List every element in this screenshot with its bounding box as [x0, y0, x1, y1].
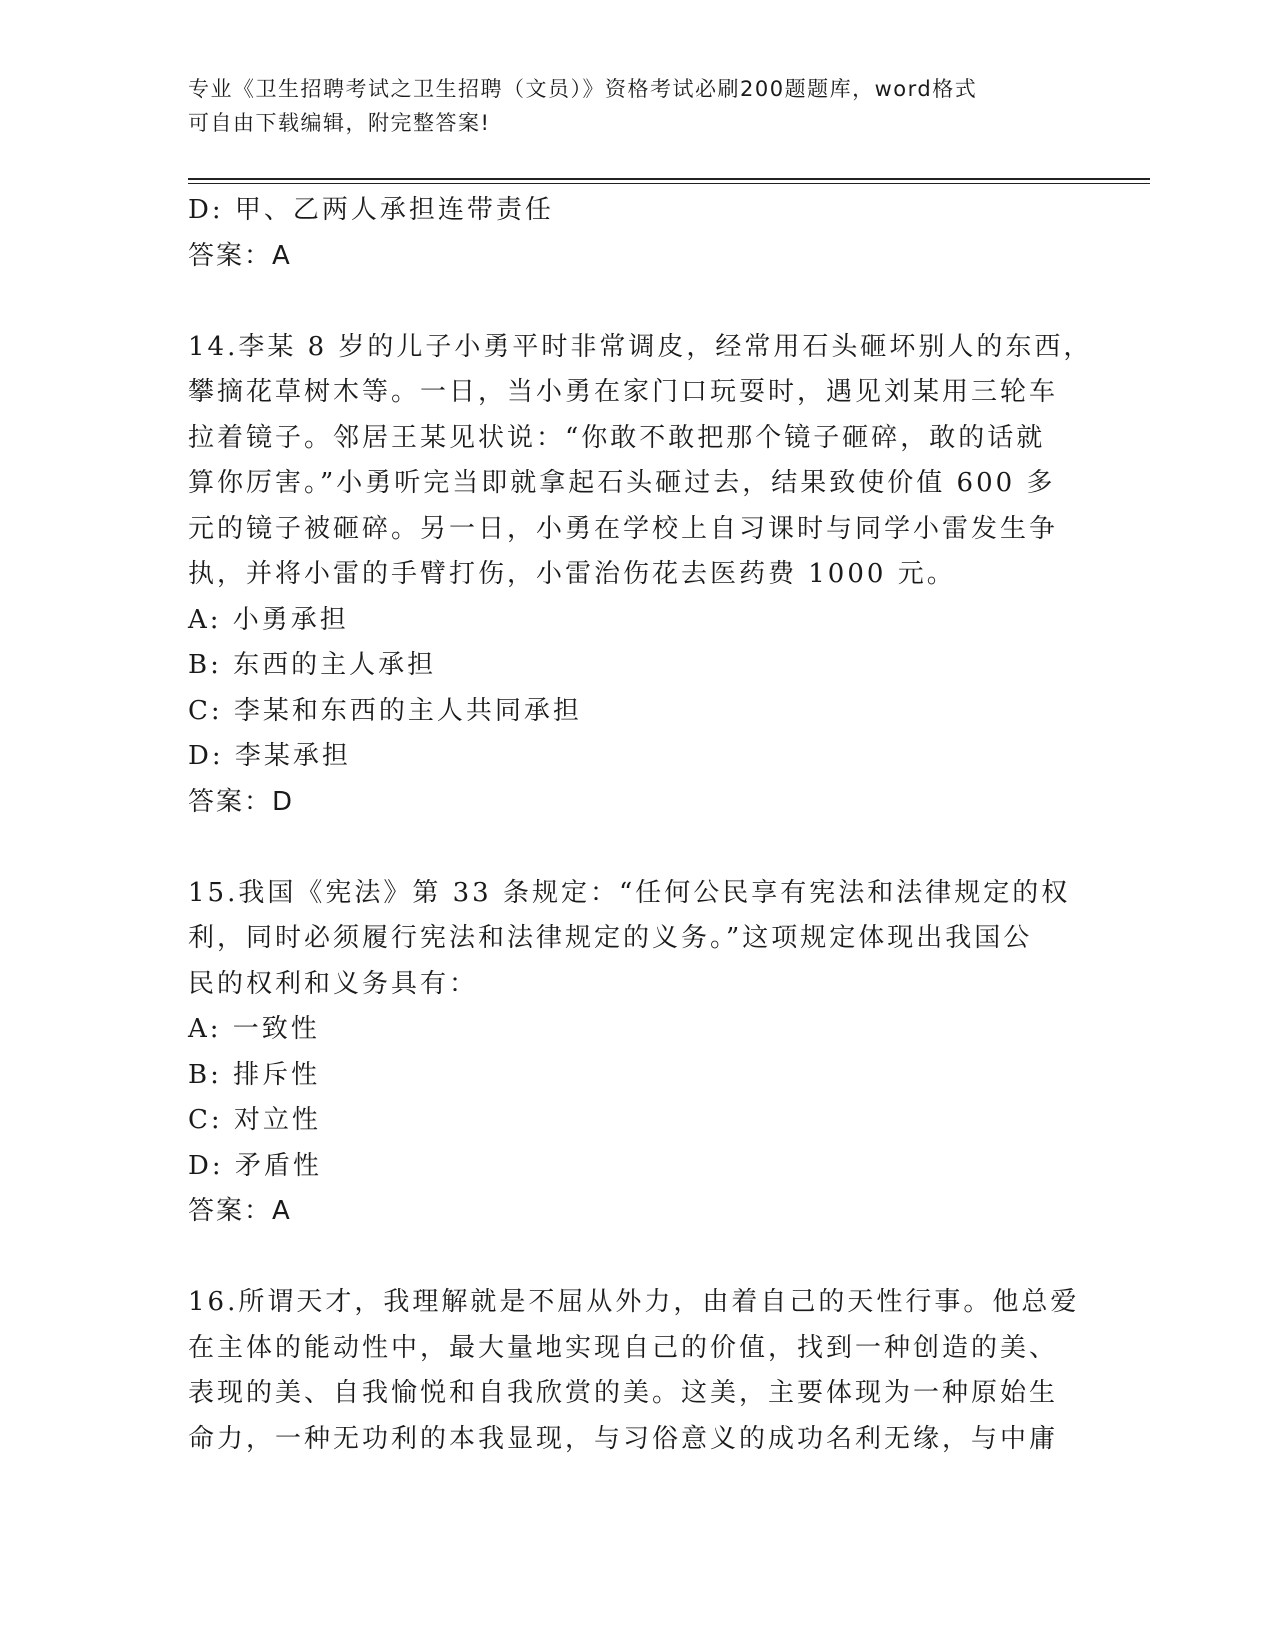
question-16-stem-line: 表现的美、自我愉悦和自我欣赏的美。这美，主要体现为一种原始生 [188, 1378, 1059, 1408]
question-16-stem-line: 在主体的能动性中，最大量地实现自己的价值，找到一种创造的美、 [188, 1332, 1059, 1363]
question-14-stem-line: 元的镜子被砸碎。另一日，小勇在学校上自习课时与同学小雷发生争 [188, 513, 1059, 544]
question-14-stem-line: 14.李某 8 岁的儿子小勇平时非常调皮，经常用石头砸坏别人的东西， [188, 331, 1093, 362]
question-16-stem-line: 16.所谓天才，我理解就是不屈从外力，由着自己的天性行事。他总爱 [188, 1287, 1080, 1317]
question-14-option-d: D: 李某承担 [188, 741, 351, 771]
question-15-answer: 答案：A [188, 1196, 292, 1226]
question-15 [188, 871, 1071, 1235]
header-line-1: 专业《卫生招聘考试之卫生招聘（文员）》资格考试必刷200题题库，word格式 [188, 77, 978, 101]
header-rule-thick [188, 178, 1150, 180]
question-16 [188, 1280, 1080, 1462]
header-rule-thin [188, 183, 1150, 184]
prev-answer: 答案：A [188, 240, 292, 271]
spacer [188, 1235, 1068, 1281]
spacer [188, 279, 1068, 325]
question-15-stem-line: 利，同时必须履行宪法和法律规定的义务。”这项规定体现出我国公 [188, 923, 1033, 953]
question-15-option-c: C: 对立性 [188, 1105, 321, 1135]
question-14-option-a: A: 小勇承担 [188, 604, 349, 635]
question-15-stem-line: 民的权利和义务具有： [188, 968, 479, 999]
question-14-answer: 答案：D [188, 786, 295, 817]
prev-option-d: D: 甲、乙两人承担连带责任 [188, 195, 554, 225]
question-15-option-b: B: 排斥性 [188, 1059, 321, 1090]
document-body [188, 188, 1093, 1462]
question-14-stem-line: 执，并将小雷的手臂打伤，小雷治伤花去医药费 1000 元。 [188, 559, 956, 589]
document-header [188, 72, 1088, 140]
question-14-stem-line: 攀摘花草树木等。一日，当小勇在家门口玩耍时，遇见刘某用三轮车 [188, 377, 1059, 407]
question-15-option-a: A: 一致性 [188, 1014, 320, 1044]
question-14 [188, 325, 1093, 826]
header-line-2: 可自由下载编辑，附完整答案! [188, 111, 491, 135]
question-14-stem-line: 算你厉害。”小勇听完当即就拿起石头砸过去，结果致使价值 600 多 [188, 468, 1056, 498]
spacer [188, 825, 1068, 871]
question-16-stem-line: 命力，一种无功利的本我显现，与习俗意义的成功名利无缘，与中庸 [188, 1423, 1059, 1454]
question-14-stem-line: 拉着镜子。邻居王某见状说：“你敢不敢把那个镜子砸碎，敢的话就 [188, 422, 1046, 453]
question-15-stem-line: 15.我国《宪法》第 33 条规定：“任何公民享有宪法和法律规定的权 [188, 877, 1071, 908]
question-14-option-b: B: 东西的主人承担 [188, 650, 437, 680]
question-14-option-c: C: 李某和东西的主人共同承担 [188, 695, 582, 726]
question-15-option-d: D: 矛盾性 [188, 1150, 322, 1181]
